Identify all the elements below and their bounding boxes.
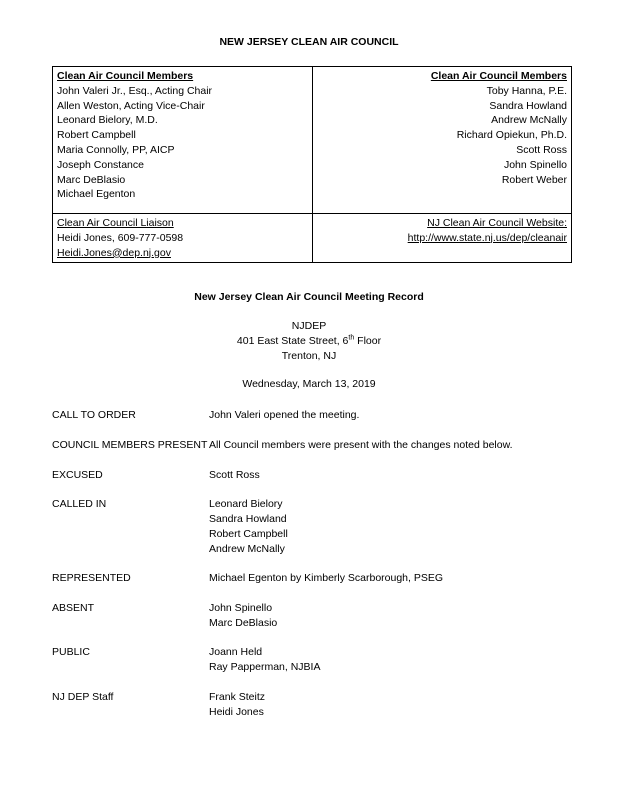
entry-value: Michael Egenton by Kimberly Scarborough, PSEG <box>209 572 444 584</box>
entry-label: ABSENT <box>52 602 95 614</box>
document-title: NEW JERSEY CLEAN AIR COUNCIL <box>219 36 399 48</box>
entry-value: Heidi Jones <box>209 706 264 718</box>
member-name: Leonard Bielory, M.D. <box>57 114 158 127</box>
entry-value: John Spinello <box>209 602 273 614</box>
entry-values <box>209 468 260 483</box>
entry-label: COUNCIL MEMBERS PRESENT <box>52 439 208 451</box>
entry-label: EXCUSED <box>52 469 103 481</box>
entry-value: Frank Steitz <box>209 691 266 703</box>
entry-value: Joann Held <box>209 646 263 658</box>
meeting-address <box>0 335 618 347</box>
entry-value: Marc DeBlasio <box>209 617 278 629</box>
entry-value: Robert Campbell <box>209 528 288 540</box>
entry-label: CALL TO ORDER <box>52 409 136 421</box>
entry-values <box>209 645 320 675</box>
member-name: Richard Opiekun, Ph.D. <box>456 129 567 142</box>
member-name: Scott Ross <box>516 143 567 156</box>
entry-values <box>209 438 513 453</box>
member-name: Allen Weston, Acting Vice-Chair <box>57 99 205 112</box>
address-floor: Floor <box>354 335 382 347</box>
member-name: Maria Connolly, PP, AICP <box>57 143 175 156</box>
entry-label: PUBLIC <box>52 646 90 658</box>
entry-value: Andrew McNally <box>209 543 285 555</box>
meeting-record-title: New Jersey Clean Air Council Meeting Record <box>194 291 424 303</box>
member-name: Joseph Constance <box>57 158 144 171</box>
council-members-table <box>52 66 572 263</box>
right-members-header: Clean Air Council Members <box>430 70 567 82</box>
entry-value: All Council members were present with the changes noted below. <box>209 439 513 451</box>
member-name: Sandra Howland <box>489 99 567 112</box>
website-cell <box>312 214 572 263</box>
entry-values <box>209 571 443 586</box>
entry-label: REPRESENTED <box>52 572 131 584</box>
entry-value: Ray Papperman, NJBIA <box>209 661 321 673</box>
address-street: 401 East State Street, 6 <box>236 335 349 347</box>
website-url-link[interactable]: http://www.state.nj.us/dep/cleanair <box>407 231 567 244</box>
entry-values <box>209 408 359 423</box>
entry-values <box>209 601 277 631</box>
member-name: John Spinello <box>503 158 567 171</box>
entry-value: Scott Ross <box>209 469 260 481</box>
members-right-column <box>312 67 572 214</box>
entry-value: John Valeri opened the meeting. <box>209 409 360 421</box>
member-name: John Valeri Jr., Esq., Acting Chair <box>57 84 213 97</box>
entry-label: NJ DEP Staff <box>52 691 114 703</box>
liaison-header: Clean Air Council Liaison <box>57 217 174 229</box>
meeting-org: NJDEP <box>291 320 327 332</box>
member-name: Michael Egenton <box>57 188 136 201</box>
entry-label: CALLED IN <box>52 498 107 510</box>
entry-values <box>209 690 265 720</box>
members-left-column <box>53 67 313 214</box>
address-ordinal: th <box>348 334 355 342</box>
member-name: Toby Hanna, P.E. <box>486 84 567 97</box>
liaison-cell <box>53 214 313 263</box>
liaison-email-link[interactable]: Heidi.Jones@dep.nj.gov <box>57 246 171 259</box>
left-members-header: Clean Air Council Members <box>57 70 194 82</box>
liaison-contact: Heidi Jones, 609-777-0598 <box>57 231 184 244</box>
member-name: Andrew McNally <box>491 114 567 127</box>
meeting-city: Trenton, NJ <box>281 350 337 362</box>
entry-value: Sandra Howland <box>209 513 287 525</box>
member-name: Robert Weber <box>501 173 567 186</box>
entry-values <box>209 497 288 557</box>
website-header: NJ Clean Air Council Website: <box>427 217 567 229</box>
member-name: Marc DeBlasio <box>57 173 126 186</box>
meeting-date: Wednesday, March 13, 2019 <box>242 378 376 390</box>
member-name: Robert Campbell <box>57 129 136 142</box>
entry-value: Leonard Bielory <box>209 498 283 510</box>
